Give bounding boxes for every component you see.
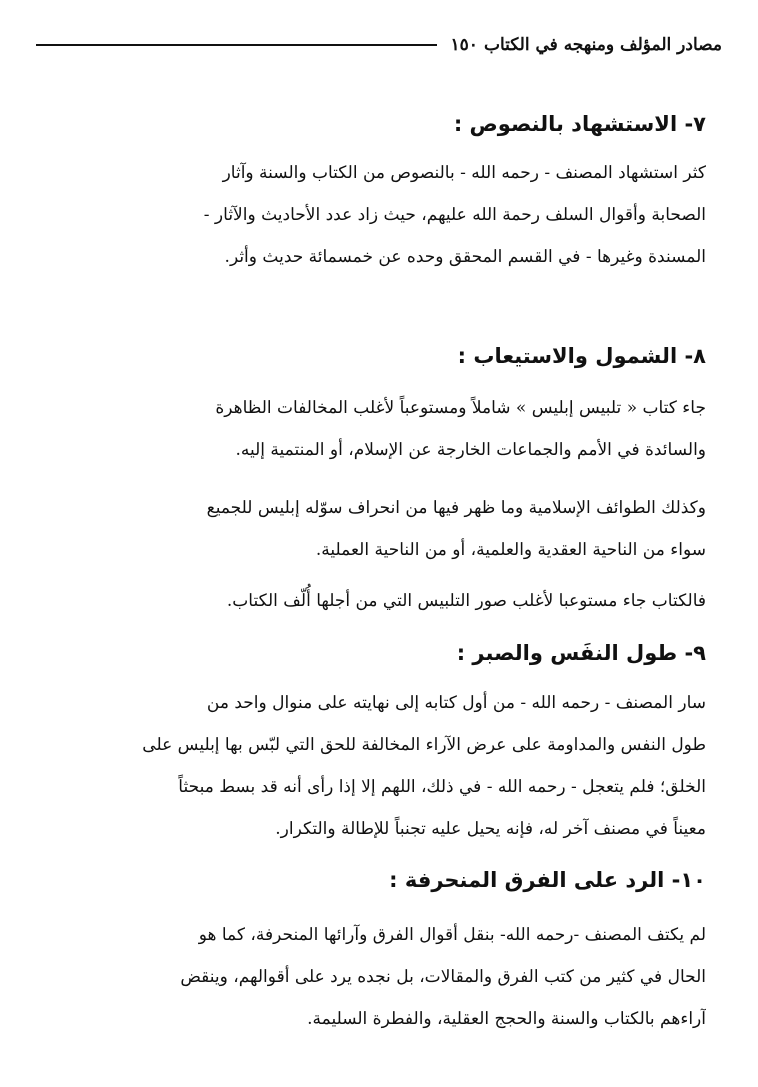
running-header xyxy=(36,30,722,60)
text-line: طول النفس والمداومة على عرض الآراء المخالفة للحق التي لبّس بها إبليس على xyxy=(142,735,706,755)
section-10-paragraph-1 xyxy=(50,914,706,1040)
text-line: كثر استشهاد المصنف - رحمه الله - بالنصوص من الكتاب والسنة وآثار xyxy=(222,163,706,183)
text-line: الصحابة وأقوال السلف رحمة الله عليهم، حيث زاد عدد الأحاديث والآثار - xyxy=(203,205,706,225)
text-line: سار المصنف - رحمه الله - من أول كتابه إلى نهايته على منوال واحد من xyxy=(206,693,706,713)
section-heading-9: ٩- طول النفَس والصبر : xyxy=(456,641,706,665)
text-line: المسندة وغيرها - في القسم المحقق وحده عن خمسمائة حديث وأثر. xyxy=(224,247,706,267)
text-line: سواء من الناحية العقدية والعلمية، أو من الناحية العملية. xyxy=(315,540,706,560)
section-9-paragraph-1 xyxy=(50,682,706,850)
text-line: جاء كتاب « تلبيس إبليس » شاملاً ومستوعباً لأغلب المخالفات الظاهرة xyxy=(215,398,706,418)
section-heading-7: ٧- الاستشهاد بالنصوص : xyxy=(453,112,706,136)
text-line: والسائدة في الأمم والجماعات الخارجة عن الإسلام، أو المنتمية إليه. xyxy=(235,440,706,460)
section-heading-8: ٨- الشمول والاستيعاب : xyxy=(457,344,706,368)
running-header-title: مصادر المؤلف ومنهجه في الكتاب xyxy=(483,35,722,55)
text-line: الحال في كثير من كتب الفرق والمقالات، بل نجده يرد على أقوالهم، وينقض xyxy=(180,967,706,987)
text-line: فالكتاب جاء مستوعبا لأغلب صور التلبيس التي من أجلها أُلّف الكتاب. xyxy=(226,591,706,611)
header-rule xyxy=(36,44,437,46)
section-8-paragraph-2 xyxy=(50,487,706,571)
section-8-paragraph-3 xyxy=(50,580,706,622)
section-7-paragraph-1 xyxy=(50,152,706,278)
text-line: وكذلك الطوائف الإسلامية وما ظهر فيها من انحراف سوّله إبليس للجميع xyxy=(206,498,706,518)
section-8-paragraph-1 xyxy=(50,387,706,471)
text-line: آراءهم بالكتاب والسنة والحجج العقلية، والفطرة السليمة. xyxy=(307,1009,706,1029)
text-line: معيناً في مصنف آخر له، فإنه يحيل عليه تجنباً للإطالة والتكرار. xyxy=(275,819,706,839)
page-number: ١٥٠ xyxy=(450,35,478,55)
text-line: الخلق؛ فلم يتعجل - رحمه الله - في ذلك، اللهم إلا إذا رأى أنه قد بسط مبحثاً xyxy=(178,777,706,797)
section-heading-10: ١٠- الرد على الفرق المنحرفة : xyxy=(389,868,706,892)
text-line: لم يكتف المصنف -رحمه الله- بنقل أقوال الفرق وآرائها المنحرفة، كما هو xyxy=(198,925,706,945)
